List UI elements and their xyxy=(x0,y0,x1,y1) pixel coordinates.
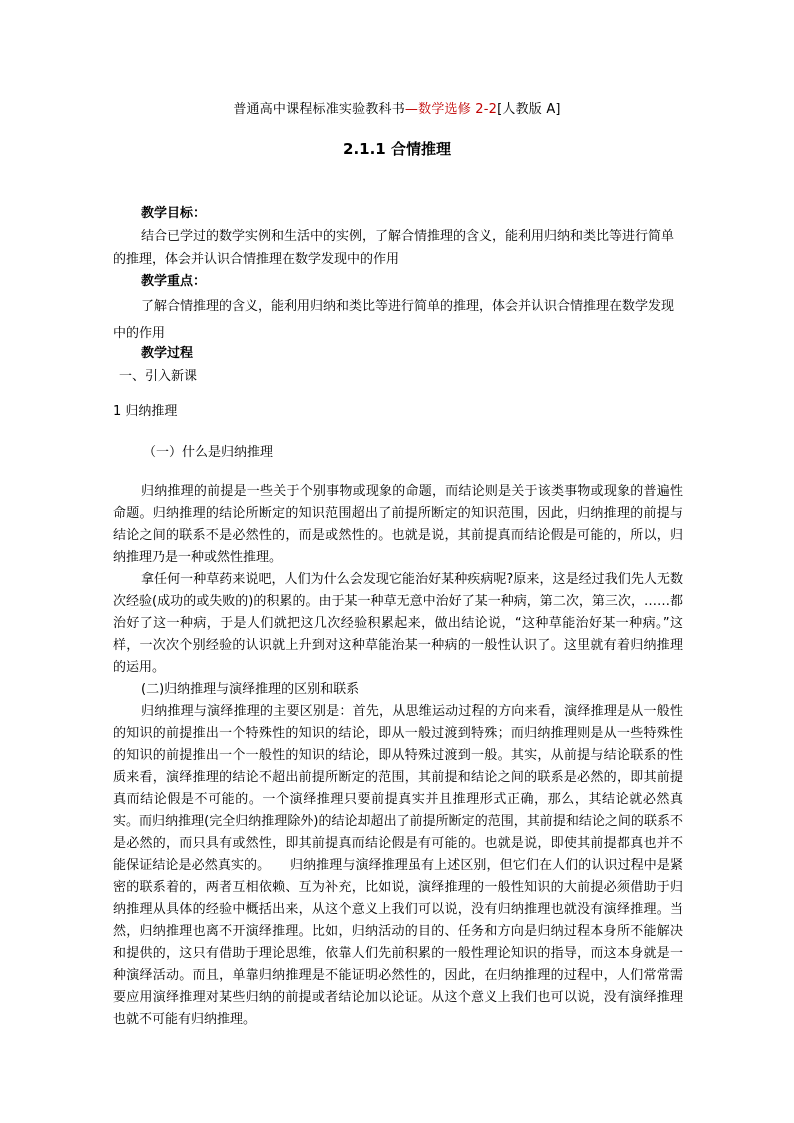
induction-heading: 1 归纳推理 xyxy=(113,404,178,419)
objectives-heading: 教学目标： xyxy=(141,206,207,221)
body-text xyxy=(113,481,683,1031)
header-series: 普通高中课程标准实验教科书 xyxy=(233,102,405,117)
key-points-heading: 教学重点： xyxy=(141,274,207,289)
process-section xyxy=(113,342,683,388)
header-subject: 数学选修 xyxy=(418,102,471,117)
header-edition: [人教版 A] xyxy=(497,102,561,117)
paragraph-2: 拿任何一种草药来说吧，人们为什么会发现它能治好某种疾病呢?原来，这是经过我们先人无数次经验(成功的或失败的)的积累的。由于某一种草无意中治好了某一种病，第二次，第三次，……都治好了这一种病，于是人们就把这几次经验积累起来，做出结论说，“这种草能治好某一种病。”这样，一次次个别经验的认识就上升到对这种草能治某一种病的一般性认识了。这里就有着归纳推理的运用。 xyxy=(113,572,683,675)
key-points-section xyxy=(113,270,683,347)
header-version: 2-2 xyxy=(470,102,498,117)
paragraph-3: 归纳推理与演绎推理的主要区别是：首先，从思维运动过程的方向来看，演绎推理是从一般性的知识的前提推出一个特殊性的知识的结论，即从一般过渡到特殊；而归纳推理则是从一些特殊性的知识的前提推出一个一般性的知识的结论，即从特殊过渡到一般。其实，从前提与结论联系的性质来看，演绎推理的结论不超出前提所断定的范围，其前提和结论之间的联系是必然的，即其前提真而结论假是不可能的。一个演绎推理只要前提真实并且推理形式正确，那么，其结论就必然真实。而归纳推理(完全归纳推理除外)的结论却超出了前提所断定的范围，其前提和结论之间的联系不是必然的，而只具有或然性，即其前提真而结论假是有可能的。也就是说，即使其前提都真也并不能保证结论是必然真实的。 归纳推理与演绎推理虽有上述区别，但它们在人们的认识过程中是紧密的联系着的，两者互相依赖、互为补充，比如说，演绎推理的一般性知识的大前提必须借助于归纳推理从具体的经验中概括出来，从这个意义上我们可以说，没有归纳推理也就没有演绎推理。当然，归纳推理也离不开演绎推理。比如，归纳活动的目的、任务和方向是归纳过程本身所不能解决和提供的，这只有借助于理论思维，依靠人们先前积累的一般性理论知识的指导，而这本身就是一种演绎活动。而且，单靠归纳推理是不能证明必然性的，因此，在归纳推理的过程中，人们常常需要应用演绎推理对某些归纳的前提或者结论加以论证。从这个意义上我们也可以说，没有演绎推理也就不可能有归纳推理。 xyxy=(113,704,683,1027)
what-is-induction-heading: （一）什么是归纳推理 xyxy=(143,445,274,460)
objectives-section xyxy=(113,202,683,271)
page-header xyxy=(0,98,794,117)
process-heading: 教学过程 xyxy=(141,346,194,361)
paragraph-1: 归纳推理的前提是一些关于个别事物或现象的命题，而结论则是关于该类事物或现象的普遍性命题。归纳推理的结论所断定的知识范围超出了前提所断定的知识范围，因此，归纳推理的前提与结论之间的联系不是必然性的，而是或然性的。也就是说，其前提真而结论假是可能的，所以，归纳推理乃是一种或然性推理。 xyxy=(113,484,683,565)
objectives-text: 结合已学过的数学实例和生活中的实例，了解合情推理的含义，能利用归纳和类比等进行简单的推理，体会并认识合情推理在数学发现中的作用 xyxy=(113,229,675,267)
subheading-2: (二)归纳推理与演绎推理的区别和联系 xyxy=(141,682,360,697)
lesson-title: 2.1.1 合情推理 xyxy=(343,140,451,158)
key-points-text: 了解合情推理的含义，能利用归纳和类比等进行简单的推理，体会并认识合情推理在数学发现中的作用 xyxy=(113,299,675,341)
header-separator: — xyxy=(404,102,419,117)
intro-section-heading: 一、引入新课 xyxy=(119,369,198,384)
